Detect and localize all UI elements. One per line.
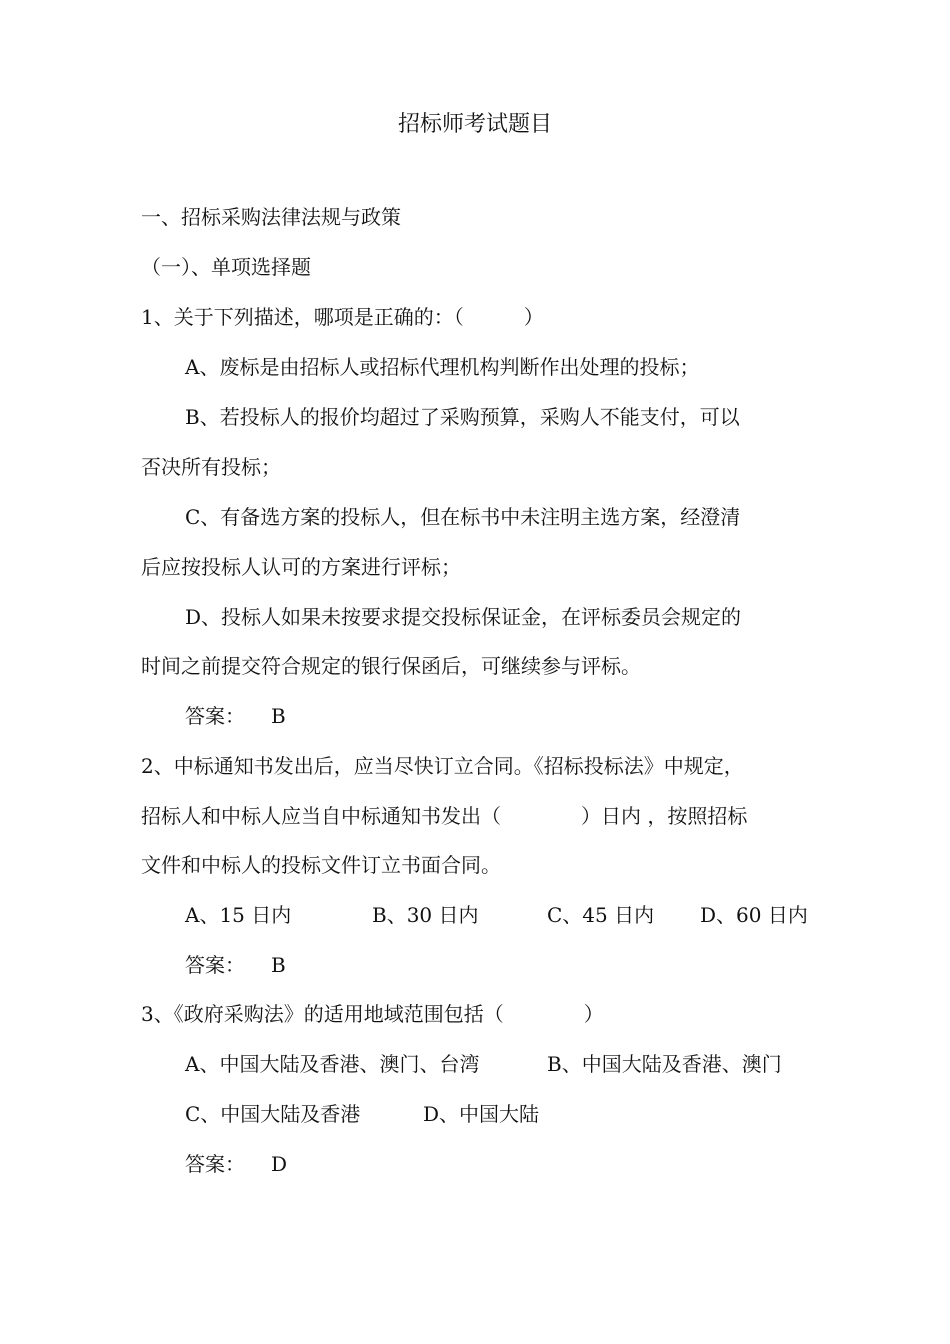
- question-1-option-b-line2: 否决所有投标；: [141, 455, 281, 479]
- section-heading: 一、招标采购法律法规与政策: [141, 205, 401, 229]
- answer-value: B: [271, 953, 286, 977]
- answer-label: 答案：: [185, 1152, 245, 1176]
- question-2-stem-line3: 文件和中标人的投标文件订立书面合同。: [141, 853, 501, 877]
- question-2-option-a: A、15 日内: [185, 903, 292, 927]
- document-title: 招标师考试题目: [397, 112, 552, 137]
- question-1-option-c-line1: C、有备选方案的投标人，但在标书中未注明主选方案，经澄清: [185, 505, 741, 529]
- answer-label: 答案：: [185, 704, 245, 728]
- question-1-answer: [185, 706, 286, 726]
- question-1-option-c-line2: 后应按投标人认可的方案进行评标；: [141, 555, 461, 579]
- subsection-heading: （一）、单项选择题: [141, 255, 311, 279]
- answer-value: D: [271, 1152, 288, 1176]
- question-1-option-d-line1: D、投标人如果未按要求提交投标保证金，在评标委员会规定的: [185, 605, 742, 629]
- question-1-option-a: A、废标是由招标人或招标代理机构判断作出处理的投标；: [185, 355, 700, 379]
- question-3-answer: [185, 1154, 287, 1174]
- question-3-option-b: B、中国大陆及香港、澳门: [547, 1052, 782, 1076]
- question-2-answer: [185, 955, 286, 975]
- question-3-option-a: A、中国大陆及香港、澳门、台湾: [185, 1052, 480, 1076]
- question-1-option-d-line2: 时间之前提交符合规定的银行保函后，可继续参与评标。: [141, 654, 641, 678]
- question-3-stem: 3、《政府采购法》的适用地域范围包括（ ）: [141, 1002, 604, 1026]
- question-1-option-b-line1: B、若投标人的报价均超过了采购预算，采购人不能支付，可以: [185, 405, 740, 429]
- question-2-option-d: D、60 日内: [700, 903, 808, 927]
- question-2-option-b: B、30 日内: [372, 903, 479, 927]
- question-2-option-c: C、45 日内: [547, 903, 655, 927]
- answer-value: B: [271, 704, 286, 728]
- question-1-stem: 1、关于下列描述，哪项是正确的：（ ）: [141, 305, 544, 329]
- question-2-stem-line1: 2、中标通知书发出后，应当尽快订立合同。《招标投标法》中规定，: [141, 754, 744, 778]
- question-2-stem-line2: 招标人和中标人应当自中标通知书发出（ ）日内 ，按照招标: [141, 804, 748, 828]
- question-3-option-d: D、中国大陆: [423, 1102, 540, 1126]
- answer-label: 答案：: [185, 953, 245, 977]
- question-3-option-c: C、中国大陆及香港: [185, 1102, 361, 1126]
